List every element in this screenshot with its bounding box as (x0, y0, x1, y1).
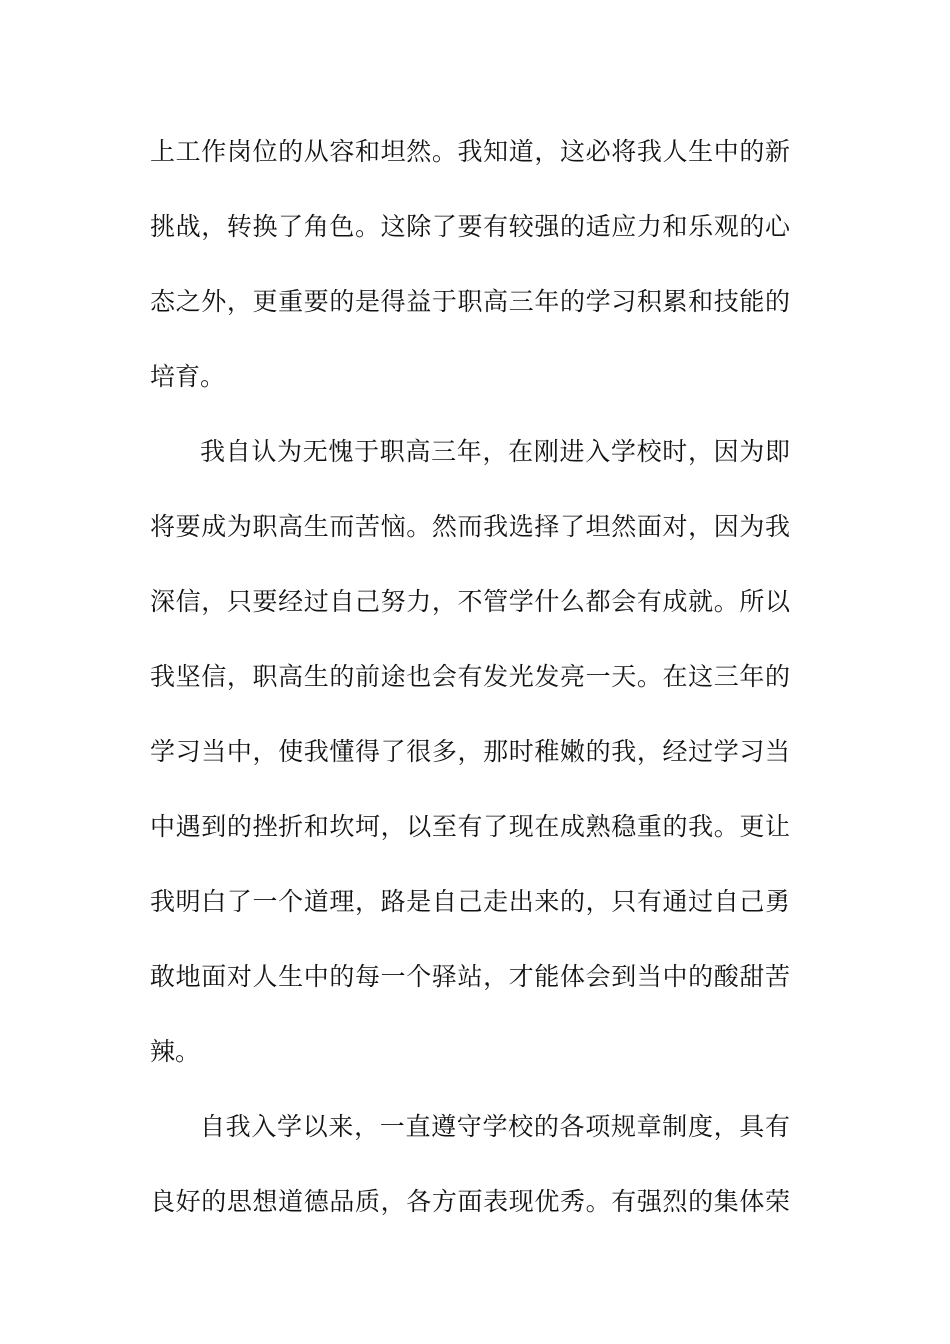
text-line: 上工作岗位的从容和坦然。我知道，这必将我人生中的新 (150, 137, 790, 166)
text-line: 将要成为职高生而苦恼。然而我选择了坦然面对，因为我 (150, 512, 790, 541)
text-line: 培育。 (150, 362, 226, 391)
text-line: 挑战，转换了角色。这除了要有较强的适应力和乐观的心 (150, 212, 790, 241)
text-line: 敢地面对人生中的每一个驿站，才能体会到当中的酸甜苦 (150, 962, 790, 991)
text-line: 深信，只要经过自己努力，不管学什么都会有成就。所以 (150, 587, 790, 616)
paragraph-first-line: 自我入学以来，一直遵守学校的各项规章制度，具有 (200, 1112, 790, 1141)
text-line: 学习当中，使我懂得了很多，那时稚嫩的我，经过学习当 (150, 737, 790, 766)
text-line: 我明白了一个道理，路是自己走出来的，只有通过自己勇 (150, 887, 790, 916)
text-line: 态之外，更重要的是得益于职高三年的学习积累和技能的 (150, 287, 790, 316)
text-line: 良好的思想道德品质，各方面表现优秀。有强烈的集体荣 (150, 1187, 790, 1216)
text-line: 辣。 (150, 1037, 201, 1066)
text-line: 我坚信，职高生的前途也会有发光发亮一天。在这三年的 (150, 662, 790, 691)
text-line: 中遇到的挫折和坎坷，以至有了现在成熟稳重的我。更让 (150, 812, 790, 841)
paragraph-first-line: 我自认为无愧于职高三年，在刚进入学校时，因为即 (200, 437, 790, 466)
